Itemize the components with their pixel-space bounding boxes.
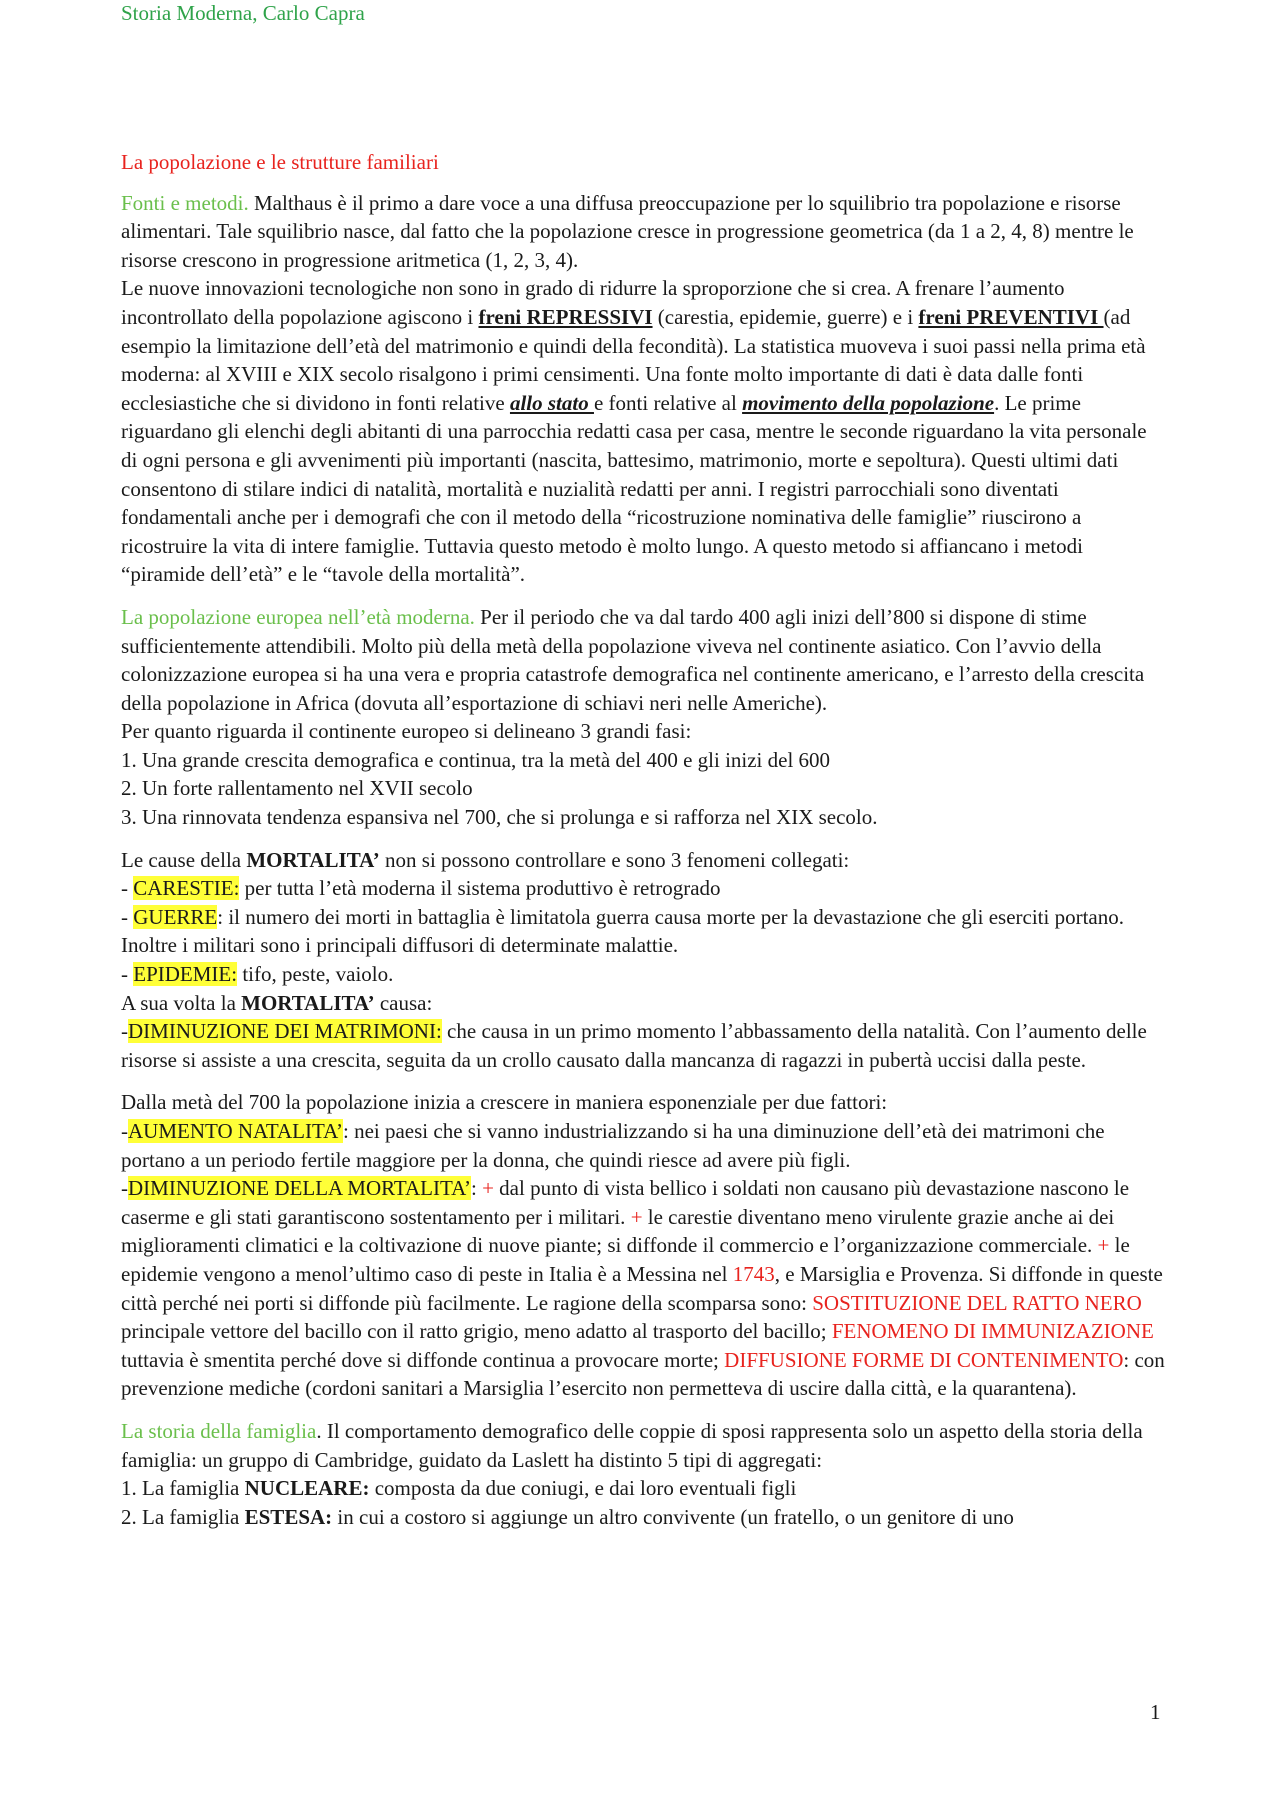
- highlight-diminuzione-mortalita: DIMINUZIONE DELLA MORTALITA’: [128, 1176, 471, 1201]
- page-header: Storia Moderna, Carlo Capra: [121, 1, 365, 25]
- highlight-diminuzione-matrimoni: DIMINUZIONE DEI MATRIMONI:: [128, 1019, 442, 1044]
- list-item: -AUMENTO NATALITA’: nei paesi che si vanno industrializzando si ha una diminuzione dell’età dei matrimoni che portano a un periodo fertile maggiore per la donna, che quindi riesce ad avere più figli.: [121, 1119, 1105, 1172]
- paragraph-storia-famiglia: La storia della famiglia. Il comportamento demografico delle coppie di sposi rappresenta solo un aspetto della storia della famiglia: un gruppo di Cambridge, guidato da Laslett ha distinto 5 tipi di aggregati:: [121, 1418, 1143, 1472]
- list-item: 1. Una grande crescita demografica e continua, tra la metà del 400 e gli inizi del 600: [121, 747, 831, 772]
- paragraph-fonti-metodi: Fonti e metodi. Malthaus è il primo a dare voce a una diffusa preoccupazione per lo squilibrio tra popolazione e risorse alimentari. Tale squilibrio nasce, dal fatto che la popolazione cresce in progressione geometrica (da 1 a 2, 4, 8) mentre le risorse crescono in progressione aritmetica (1, 2, 3, 4).: [121, 190, 1134, 272]
- list-item: - CARESTIE: per tutta l’età moderna il sistema produttivo è retrogrado: [121, 876, 721, 901]
- list-item: 1. La famiglia NUCLEARE: composta da due coniugi, e dai loro eventuali figli: [121, 1476, 797, 1501]
- page-number: 1: [1150, 1700, 1161, 1724]
- paragraph-causa: A sua volta la MORTALITA’ causa:: [121, 990, 433, 1015]
- paragraph-cause-mortalita: Le cause della MORTALITA’ non si possono controllare e sono 3 fenomeni collegati:: [121, 847, 850, 872]
- list-item: - EPIDEMIE: tifo, peste, vaiolo.: [121, 962, 394, 987]
- list-item: - GUERRE: il numero dei morti in battaglia è limitatola guerra causa morte per la devastazione che gli eserciti portano. Inoltre i militari sono i principali diffusori di determinate malattie.: [121, 904, 1124, 958]
- term-freni-preventivi: freni PREVENTIVI: [918, 304, 1104, 329]
- list-item: -DIMINUZIONE DELLA MORTALITA’: + dal punto di vista bellico i soldati non causano più devastazione nascono le caserme e gli stati garantiscono sostentamento per i militari. + le carestie diventano meno virulente grazie anche ai dei miglioramenti climatici e la coltivazione di nuove piante; si diffonde il commercio e l’organizzazione commerciale. + le epidemie vengono a menol’ultimo caso di peste in Italia è a Messina nel 1743, e Marsiglia e Provenza. Si diffonde in queste città perché nei porti si diffonde più facilmente. Le ragione della scomparsa sono: SOSTITUZIONE DEL RATTO NERO principale vettore del bacillo con il ratto grigio, meno adatto al trasporto del bacillo; FENOMENO DI IMMUNIZAZIONE tuttavia è smentita perché dove si diffonde continua a provocare morte; DIFFUSIONE FORME DI CONTENIMENTO: con prevenzione mediche (cordoni sanitari a Marsiglia l’esercito non permetteva di uscire dalla città, e la quarantena).: [121, 1176, 1165, 1401]
- list-item: 3. Una rinnovata tendenza espansiva nel 700, che si prolunga e si rafforza nel XIX secolo.: [121, 805, 878, 830]
- term-movimento-popolazione: movimento della popolazione: [742, 390, 995, 415]
- document-body: [121, 148, 1165, 1531]
- year-1743: 1743: [732, 1261, 775, 1286]
- list-item: 2. Un forte rallentamento nel XVII secolo: [121, 776, 473, 801]
- section-title: La popolazione e le strutture familiari: [121, 150, 439, 174]
- highlight-aumento-natalita: AUMENTO NATALITA’: [128, 1119, 343, 1143]
- term-allo-stato: allo stato: [509, 390, 594, 415]
- paragraph-fasi-intro: Per quanto riguarda il continente europeo si delineano 3 grandi fasi:: [121, 719, 692, 744]
- paragraph-freni: Le nuove innovazioni tecnologiche non sono in grado di ridurre la sproporzione che si crea. A frenare l’aumento incontrollato della popolazione agiscono i freni REPRESSIVI (carestia, epidemie, guerre) e i freni PREVENTIVI (ad esempio la limitazione dell’età del matrimonio e quindi della fecondità). La statistica muoveva i suoi passi nella prima età moderna: al XVIII e XIX secolo risalgono i primi censimenti. Una fonte molto importante di dati è data dalle fonti ecclesiastiche che si dividono in fonti relative allo stato e fonti relative al movimento della popolazione. Le prime riguardano gli elenchi degli abitanti di una parrocchia redatti casa per casa, mentre le seconde riguardano la vita personale di ogni persona e gli avvenimenti più importanti (nascita, battesimo, matrimonio, morte e sepoltura). Questi ultimi dati consentono di stilare indici di natalità, mortalità e nuzialità redatti per anni. I registri parrocchiali sono diventati fondamentali anche per i demografi che con il metodo della “ricostruzione nominativa delle famiglie” riuscirono a ricostruire la vita di intere famiglie. Tuttavia questo metodo è molto lungo. A questo metodo si affiancano i metodi “piramide dell’età” e le “tavole della mortalità”.: [121, 276, 1147, 587]
- term-freni-repressivi: freni REPRESSIVI: [478, 304, 653, 329]
- list-item: 2. La famiglia ESTESA: in cui a costoro si aggiunge un altro convivente (un fratello, o un genitore di uno: [121, 1504, 1014, 1529]
- heading-popolazione-europea: La popolazione europea nell’età moderna.: [121, 604, 475, 629]
- list-item: -DIMINUZIONE DEI MATRIMONI: che causa in un primo momento l’abbassamento della natalità. Con l’aumento delle risorse si assiste a una crescita, seguita da un crollo causato dalla mancanza di ragazzi in pubertà uccisi dalla peste.: [121, 1019, 1147, 1072]
- highlight-carestie: CARESTIE:: [133, 876, 240, 901]
- heading-fonti-metodi: Fonti e metodi.: [121, 190, 249, 215]
- paragraph-crescita-700: Dalla metà del 700 la popolazione inizia a crescere in maniera esponenziale per due fattori:: [121, 1090, 888, 1115]
- highlight-guerre: GUERRE: [133, 904, 218, 929]
- highlight-epidemie: EPIDEMIE:: [133, 962, 238, 987]
- paragraph-popolazione-europea: La popolazione europea nell’età moderna. Per il periodo che va dal tardo 400 agli inizi dell’800 si dispone di stime sufficientemente attendibili. Molto più della metà della popolazione viveva nel continente asiatico. Con l’avvio della colonizzazione europea si ha una vera e propria catastrofe demografica nel continente americano, e l’arresto della crescita della popolazione in Africa (dovuta all’esportazione di schiavi neri nelle Americhe).: [121, 604, 1145, 715]
- heading-storia-famiglia: La storia della famiglia: [121, 1418, 317, 1443]
